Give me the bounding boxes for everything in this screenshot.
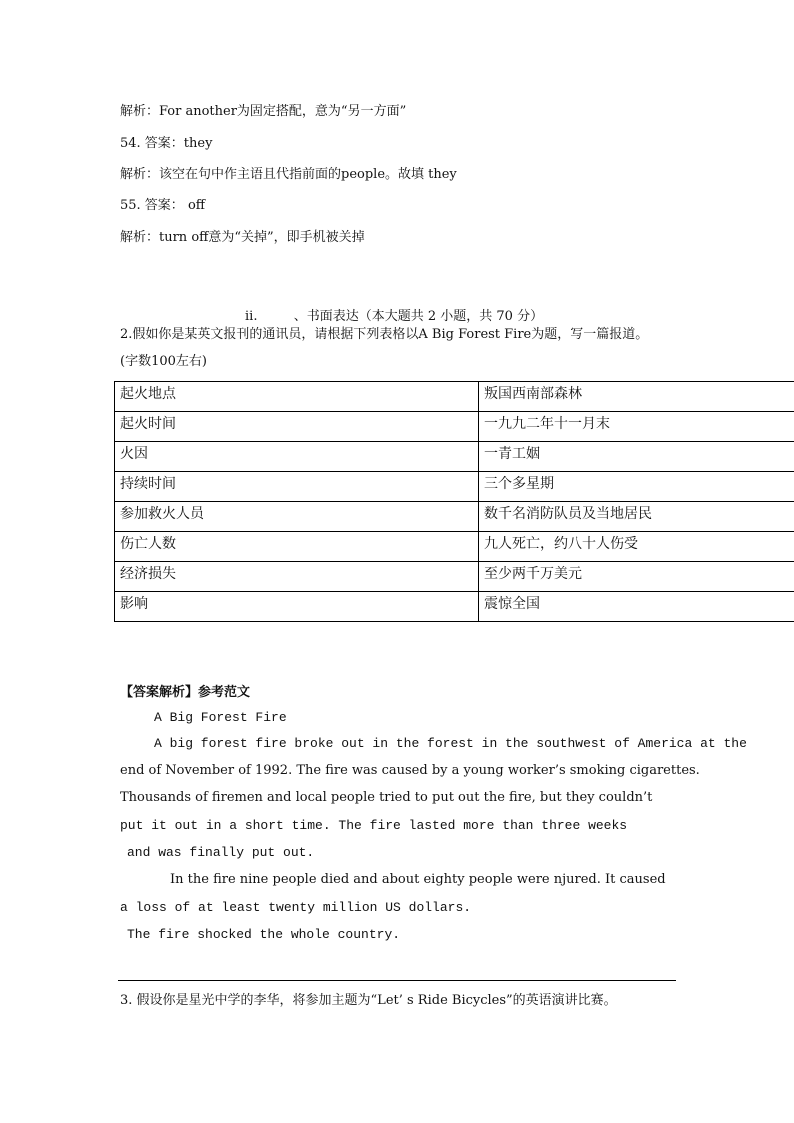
essay-line: The fire shocked the whole country. <box>127 927 401 942</box>
question-2-note: (字数100左右) <box>120 354 207 369</box>
section-title: 、书面表达（本大题共 2 小题，共 70 分） <box>293 309 544 324</box>
explanation-54: 解析：该空在句中作主语且代指前面的people。故填 they <box>120 167 457 182</box>
table-row <box>115 382 794 412</box>
answer-heading: 【答案解析】参考范文 <box>120 685 251 700</box>
divider <box>118 980 676 981</box>
table-cell-value: 三个多星期 <box>479 472 794 502</box>
table-cell-value: 至少两千万美元 <box>479 562 794 592</box>
table-row <box>115 532 794 562</box>
answer-54: 54. 答案：they <box>120 136 213 151</box>
table-cell-value: 一九九二年十一月末 <box>479 412 794 442</box>
question-2-prompt: 2.假如你是某英文报刊的通讯员，请根据下列表格以A Big Forest Fire为题，写一篇报道。 <box>120 327 649 342</box>
table-cell-value: 叛国西南部森林 <box>479 382 794 412</box>
table-cell-label: 持续时间 <box>115 472 479 502</box>
table-cell-value: 数千名消防队员及当地居民 <box>479 502 794 532</box>
essay-line: a loss of at least twenty million US dollars. <box>120 900 472 915</box>
table-row <box>115 592 794 622</box>
table-cell-value: 九人死亡，约八十人伤受 <box>479 532 794 562</box>
table-cell-label: 影响 <box>115 592 479 622</box>
table-cell-label: 起火地点 <box>115 382 479 412</box>
table-cell-label: 火因 <box>115 442 479 472</box>
table-row <box>115 502 794 532</box>
table-cell-label: 伤亡人数 <box>115 532 479 562</box>
table-cell-value: 震惊全国 <box>479 592 794 622</box>
table-row <box>115 472 794 502</box>
table-cell-value: 一青工姻 <box>479 442 794 472</box>
essay-line: Thousands of firemen and local people tried to put out the fire, but they couldn’t <box>120 790 653 805</box>
essay-line: put it out in a short time. The fire lasted more than three weeks <box>120 818 628 833</box>
answer-55: 55. 答案： off <box>120 198 206 213</box>
table-cell-label: 起火时间 <box>115 412 479 442</box>
question-3-prompt: 3. 假设你是星光中学的李华，将参加主题为“Let’ s Ride Bicycles”的英语演讲比赛。 <box>120 993 617 1008</box>
essay-line: end of November of 1992. The fire was caused by a young worker’s smoking cigarettes. <box>120 763 700 778</box>
table-row <box>115 562 794 592</box>
fire-info-table <box>114 381 794 622</box>
essay-title: A Big Forest Fire <box>154 710 287 725</box>
essay-line: In the fire nine people died and about eighty people were njured. It caused <box>170 872 666 887</box>
explanation-53: 解析：For another为固定搭配，意为“另一方面” <box>120 104 407 119</box>
explanation-55: 解析：turn off意为“关掉”，即手机被关掉 <box>120 230 365 245</box>
table-row <box>115 442 794 472</box>
section-heading <box>245 305 543 324</box>
essay-line: A big forest fire broke out in the forest in the southwest of America at the <box>154 736 747 751</box>
table-row <box>115 412 794 442</box>
table-cell-label: 经济损失 <box>115 562 479 592</box>
table-cell-label: 参加救火人员 <box>115 502 479 532</box>
section-number: ii. <box>245 309 258 324</box>
essay-line: and was finally put out. <box>127 845 315 860</box>
